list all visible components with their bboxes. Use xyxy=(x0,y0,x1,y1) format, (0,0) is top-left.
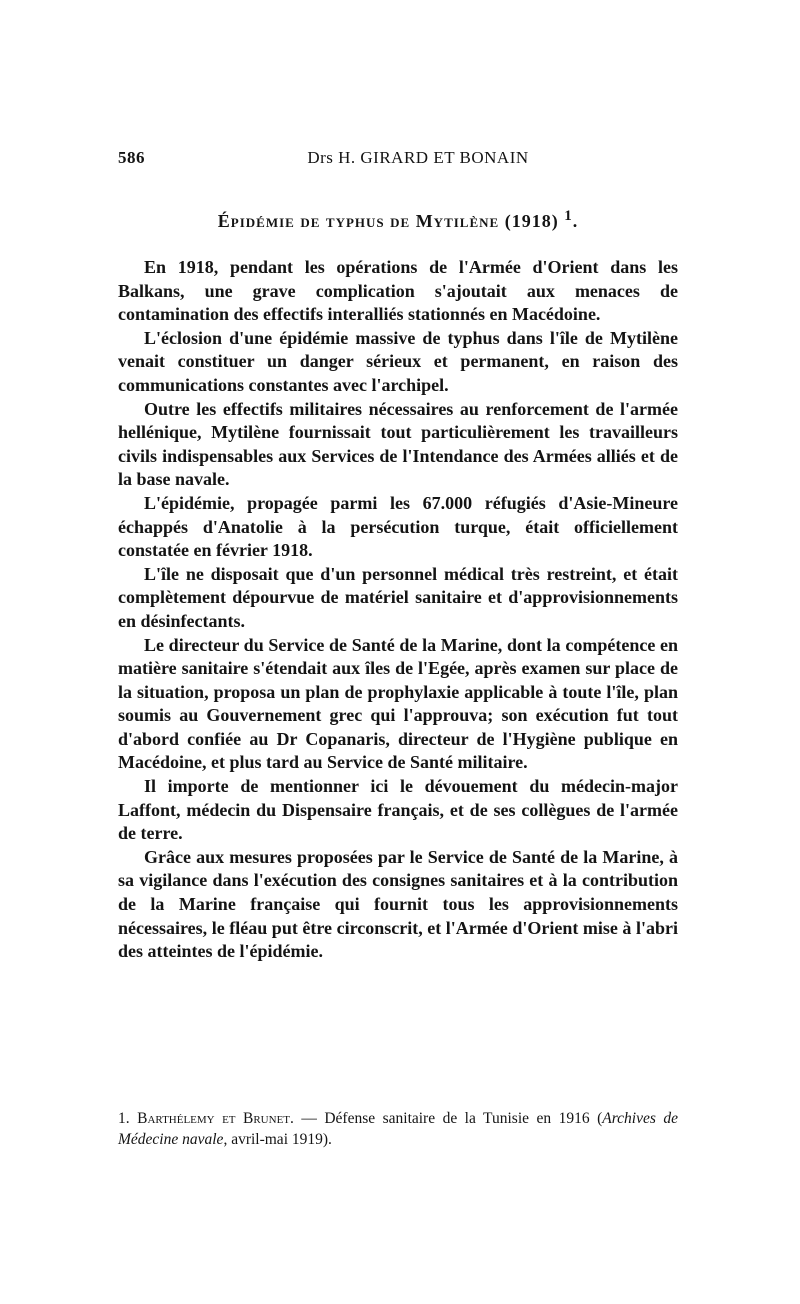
title-footnote-marker: 1 xyxy=(564,208,573,224)
footnote-marker: 1. xyxy=(118,1110,130,1127)
paragraph: L'île ne disposait que d'un personnel médical très restreint, et était complètement dépourvue de matériel sanitaire et d'approvisionnements en désinfectants. xyxy=(118,563,678,631)
footnote-text: — Défense sanitaire de la Tunisie en 1916 ( xyxy=(293,1110,603,1127)
paragraph: L'épidémie, propagée parmi les 67.000 réfugiés d'Asie-Mineure échappés d'Anatolie à la persécution turque, était officiellement constatée en février 1918. xyxy=(118,492,678,561)
running-head: Drs H. GIRARD ET BONAIN xyxy=(307,148,529,167)
footnote xyxy=(118,1108,678,1150)
article-body xyxy=(118,256,678,964)
paragraph: Il importe de mentionner ici le dévouement du médecin-major Laffont, médecin du Dispensaire français, et de ses collègues de l'armée de terre. xyxy=(118,776,678,844)
footnote-authors: Barthélemy et Brunet. xyxy=(137,1110,294,1127)
paragraph: Le directeur du Service de Santé de la Marine, dont la compétence en matière sanitaire s'étendait aux îles de l'Egée, après examen sur place de la situation, proposa un plan de prophylaxie applicable à toute l'île, plan soumis au Gouvernement grec qui l'approuva; son exécution fut tout d'abord confiée au Dr Copanaris, directeur de l'Hygiène publique en Macédoine, et plus tard au Service de Santé militaire. xyxy=(118,634,678,773)
footnote-details: , avril-mai 1919). xyxy=(223,1131,332,1148)
article-title-text: Épidémie de typhus de Mytilène (1918) xyxy=(217,211,559,231)
paragraph: L'éclosion d'une épidémie massive de typhus dans l'île de Mytilène venait constituer un danger sérieux et permanent, en raison des communications constantes avec l'archipel. xyxy=(118,327,678,395)
paragraph: En 1918, pendant les opérations de l'Armée d'Orient dans les Balkans, une grave complication s'ajoutait aux menaces de contamination des effectifs interalliés stationnés en Macédoine. xyxy=(118,257,678,325)
article-title: Épidémie de typhus de Mytilène (1918) $^1$. xyxy=(217,208,579,231)
paragraph: Grâce aux mesures proposées par le Service de Santé de la Marine, à sa vigilance dans l'exécution des consignes sanitaires et à la contribution de la Marine française qui fournit tous les approvisionnements nécessaires, le fléau put être circonscrit, et l'Armée d'Orient mise à l'abri des atteintes de l'épidémie. xyxy=(118,846,678,962)
footnote-journal: Archives de Médecine navale xyxy=(118,1110,678,1148)
page-number: 586 xyxy=(118,148,145,167)
paragraph: Outre les effectifs militaires nécessaires au renforcement de l'armée hellénique, Mytilène fournissait tout particulièrement les travailleurs civils indispensables aux Services de l'Intendance des Armées alliés et de la base navale. xyxy=(118,398,678,490)
